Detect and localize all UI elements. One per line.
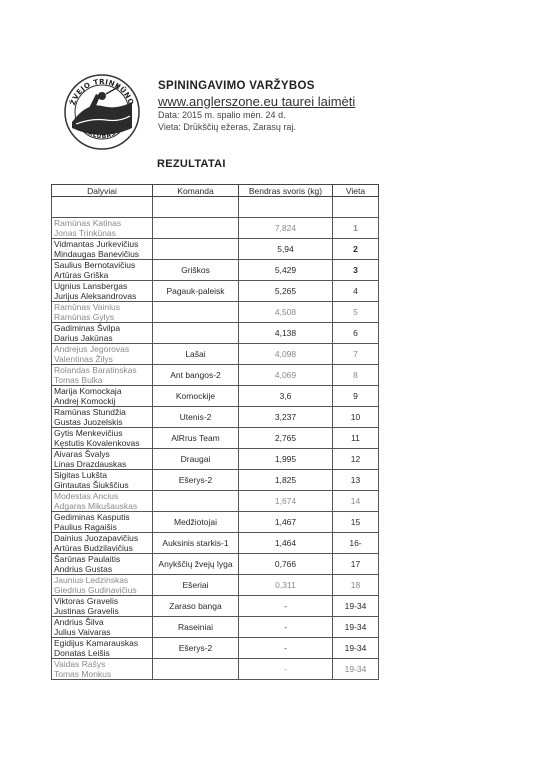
team-cell: Draugai — [153, 449, 239, 470]
participant-name: Vidmantas Jurkevičius — [54, 239, 139, 249]
team-cell: Zaraso banga — [153, 596, 239, 617]
participants-cell — [52, 596, 153, 617]
table-row — [52, 281, 379, 302]
weight-cell: 5,94 — [239, 239, 333, 260]
participants-cell — [52, 260, 153, 281]
participant-name: Ramūnas Vainius — [54, 302, 120, 312]
place-cell: 19-34 — [333, 596, 379, 617]
place-cell: 4 — [333, 281, 379, 302]
table-row — [52, 302, 379, 323]
place-cell: 5 — [333, 302, 379, 323]
participants-cell — [52, 218, 153, 239]
competition-date: Data: 2015 m. spalio mėn. 24 d. — [158, 110, 286, 120]
table-row — [52, 365, 379, 386]
participants-cell — [52, 575, 153, 596]
participant-name: Adgaras Mikušauskas — [54, 501, 138, 511]
participant-name: Kęstutis Kovalenkovas — [54, 438, 140, 448]
table-row — [52, 449, 379, 470]
place-cell: 3 — [333, 260, 379, 281]
participants-cell — [52, 428, 153, 449]
participants-cell — [52, 491, 153, 512]
participants-cell — [52, 617, 153, 638]
participant-name: Ramūnas Gylys — [54, 312, 114, 322]
weight-cell: 1,825 — [239, 470, 333, 491]
participant-name: Tomas Monkus — [54, 669, 112, 679]
place-cell: 14 — [333, 491, 379, 512]
participants-cell — [52, 386, 153, 407]
weight-cell: 4,098 — [239, 344, 333, 365]
participants-cell — [52, 302, 153, 323]
participants-cell — [52, 365, 153, 386]
participant-name: Vaidas Rašys — [54, 659, 106, 669]
place-cell: 2 — [333, 239, 379, 260]
participant-name: Sigitas Lukšta — [54, 470, 107, 480]
participant-name: Viktoras Gravelis — [54, 596, 119, 606]
team-cell: Ešerys-2 — [153, 638, 239, 659]
team-cell: Griškos — [153, 260, 239, 281]
weight-cell: 3,237 — [239, 407, 333, 428]
place-cell: 19-34 — [333, 638, 379, 659]
results-heading: REZULTATAI — [157, 158, 226, 170]
column-header-place: Vieta — [333, 185, 379, 197]
table-row — [52, 533, 379, 554]
participant-name: Darius Jakūnas — [54, 333, 113, 343]
team-cell — [153, 491, 239, 512]
team-cell: Ant bangos-2 — [153, 365, 239, 386]
place-cell: 9 — [333, 386, 379, 407]
place-cell: 8 — [333, 365, 379, 386]
participant-name: Giedrius Gudinavičius — [54, 585, 137, 595]
logo-bottom-text: KLUBAS — [86, 129, 118, 141]
team-cell — [153, 659, 239, 680]
team-cell — [153, 302, 239, 323]
participant-name: Egidijus Kamarauskas — [54, 638, 139, 648]
weight-cell: 1,464 — [239, 533, 333, 554]
table-row — [52, 596, 379, 617]
participants-cell — [52, 470, 153, 491]
place-cell: 7 — [333, 344, 379, 365]
participant-name: Jaunius Ledzinskas — [54, 575, 129, 585]
weight-cell: 5,429 — [239, 260, 333, 281]
column-header-participants: Dalyviai — [52, 185, 153, 197]
weight-cell: - — [239, 596, 333, 617]
participant-name: Jonas Trinkūnas — [54, 228, 116, 238]
team-cell: Medžiotojai — [153, 512, 239, 533]
participant-name: Aivaras Švalys — [54, 449, 110, 459]
weight-cell: - — [239, 659, 333, 680]
place-cell: 12 — [333, 449, 379, 470]
weight-cell: 5,265 — [239, 281, 333, 302]
participant-name: Gadiminas Švilpa — [54, 323, 121, 333]
team-cell: AlRrus Team — [153, 428, 239, 449]
participant-name: Dainius Juozapavičius — [54, 533, 139, 543]
place-cell: 15 — [333, 512, 379, 533]
table-row — [52, 239, 379, 260]
team-cell: Utenis-2 — [153, 407, 239, 428]
table-row — [52, 428, 379, 449]
place-cell: 17 — [333, 554, 379, 575]
team-cell — [153, 218, 239, 239]
club-logo — [62, 72, 142, 152]
participant-name: Gediminas Kasputis — [54, 512, 130, 522]
participant-name: Rolandas Baratinskas — [54, 365, 137, 375]
table-row — [52, 386, 379, 407]
participant-name: Jurijus Aleksandrovas — [54, 291, 137, 301]
weight-cell: 3,6 — [239, 386, 333, 407]
participants-cell — [52, 407, 153, 428]
participants-cell — [52, 323, 153, 344]
participant-name: Ugnius Lansbergas — [54, 281, 128, 291]
participant-name: Andrejus Jegorovas — [54, 344, 130, 354]
participants-cell — [52, 449, 153, 470]
place-cell: 6 — [333, 323, 379, 344]
team-cell: Anykščių žvejų lyga — [153, 554, 239, 575]
table-row — [52, 659, 379, 680]
column-header-team: Komanda — [153, 185, 239, 197]
participant-name: Paulius Ragaišis — [54, 522, 117, 532]
participant-name: Mindaugas Banevičius — [54, 249, 140, 259]
competition-place: Vieta: Drūkščių ežeras, Zarasų raj. — [158, 122, 296, 132]
weight-cell: - — [239, 617, 333, 638]
results-table — [51, 184, 379, 680]
team-cell: Raseiniai — [153, 617, 239, 638]
participant-name: Julius Vaivaras — [54, 627, 111, 637]
table-row — [52, 344, 379, 365]
participants-cell — [52, 239, 153, 260]
weight-cell: 4,138 — [239, 323, 333, 344]
table-row — [52, 617, 379, 638]
participant-name: Tomas Bulka — [54, 375, 103, 385]
weight-cell: - — [239, 638, 333, 659]
table-row — [52, 218, 379, 239]
participant-name: Andrius Šilva — [54, 617, 104, 627]
participants-cell — [52, 638, 153, 659]
weight-cell: 0,311 — [239, 575, 333, 596]
logo-top-text: ŽVEJO TRINKŪNO — [68, 77, 136, 107]
participant-name: Gintautas Šiukščius — [54, 480, 129, 490]
table-row — [52, 554, 379, 575]
competition-url[interactable]: www.anglerszone.eu taurei laimėti — [158, 94, 356, 109]
table-row — [52, 470, 379, 491]
column-header-weight: Bendras svoris (kg) — [239, 185, 333, 197]
participant-name: Andrius Gustas — [54, 564, 113, 574]
place-cell: 19-34 — [333, 659, 379, 680]
place-cell: 16- — [333, 533, 379, 554]
table-row — [52, 638, 379, 659]
team-cell: Ešeriai — [153, 575, 239, 596]
table-row — [52, 407, 379, 428]
team-cell — [153, 323, 239, 344]
weight-cell: 0,766 — [239, 554, 333, 575]
participant-name: Šarūnas Paulaitis — [54, 554, 121, 564]
team-cell: Ešerys-2 — [153, 470, 239, 491]
participant-name: Saulius Bernotavičius — [54, 260, 136, 270]
team-cell — [153, 239, 239, 260]
place-cell: 19-34 — [333, 617, 379, 638]
results-body — [52, 218, 379, 680]
participant-name: Valentinas Žilys — [54, 354, 113, 364]
participants-cell — [52, 554, 153, 575]
weight-cell: 1,674 — [239, 491, 333, 512]
place-cell: 10 — [333, 407, 379, 428]
weight-cell: 7,824 — [239, 218, 333, 239]
place-cell: 11 — [333, 428, 379, 449]
document-header — [158, 80, 488, 133]
participants-cell — [52, 512, 153, 533]
place-cell: 1 — [333, 218, 379, 239]
weight-cell: 4,069 — [239, 365, 333, 386]
table-row — [52, 512, 379, 533]
team-cell: Pagauk-paleisk — [153, 281, 239, 302]
participant-name: Modestas Ancius — [54, 491, 119, 501]
participant-name: Artūras Budzilavičius — [54, 543, 133, 553]
participants-cell — [52, 281, 153, 302]
weight-cell: 1,995 — [239, 449, 333, 470]
weight-cell: 4,508 — [239, 302, 333, 323]
place-cell: 18 — [333, 575, 379, 596]
participant-name: Gytis Menkevičius — [54, 428, 123, 438]
participant-name: Ramūnas Stundžia — [54, 407, 126, 417]
table-row — [52, 575, 379, 596]
participant-name: Donatas Leišis — [54, 648, 110, 658]
table-spacer — [52, 197, 379, 218]
table-row — [52, 323, 379, 344]
place-cell: 13 — [333, 470, 379, 491]
weight-cell: 1,467 — [239, 512, 333, 533]
table-row — [52, 491, 379, 512]
participant-name: Gustas Juozelskis — [54, 417, 123, 427]
participants-cell — [52, 659, 153, 680]
weight-cell: 2,765 — [239, 428, 333, 449]
participants-cell — [52, 344, 153, 365]
participants-cell — [52, 533, 153, 554]
participant-name: Justinas Gravelis — [54, 606, 119, 616]
team-cell: Lašai — [153, 344, 239, 365]
team-cell: Auksinis starkis-1 — [153, 533, 239, 554]
participant-name: Ramūnas Katinas — [54, 218, 122, 228]
team-cell: Komockije — [153, 386, 239, 407]
participant-name: Marija Komockaja — [54, 386, 122, 396]
participant-name: Linas Drazdauskas — [54, 459, 127, 469]
competition-title: SPININGAVIMO VARŽYBOS — [158, 80, 315, 92]
participant-name: Artūras Griška — [54, 270, 109, 280]
participant-name: Andrej Komockij — [54, 396, 116, 406]
table-row — [52, 260, 379, 281]
table-header-row — [52, 185, 379, 197]
